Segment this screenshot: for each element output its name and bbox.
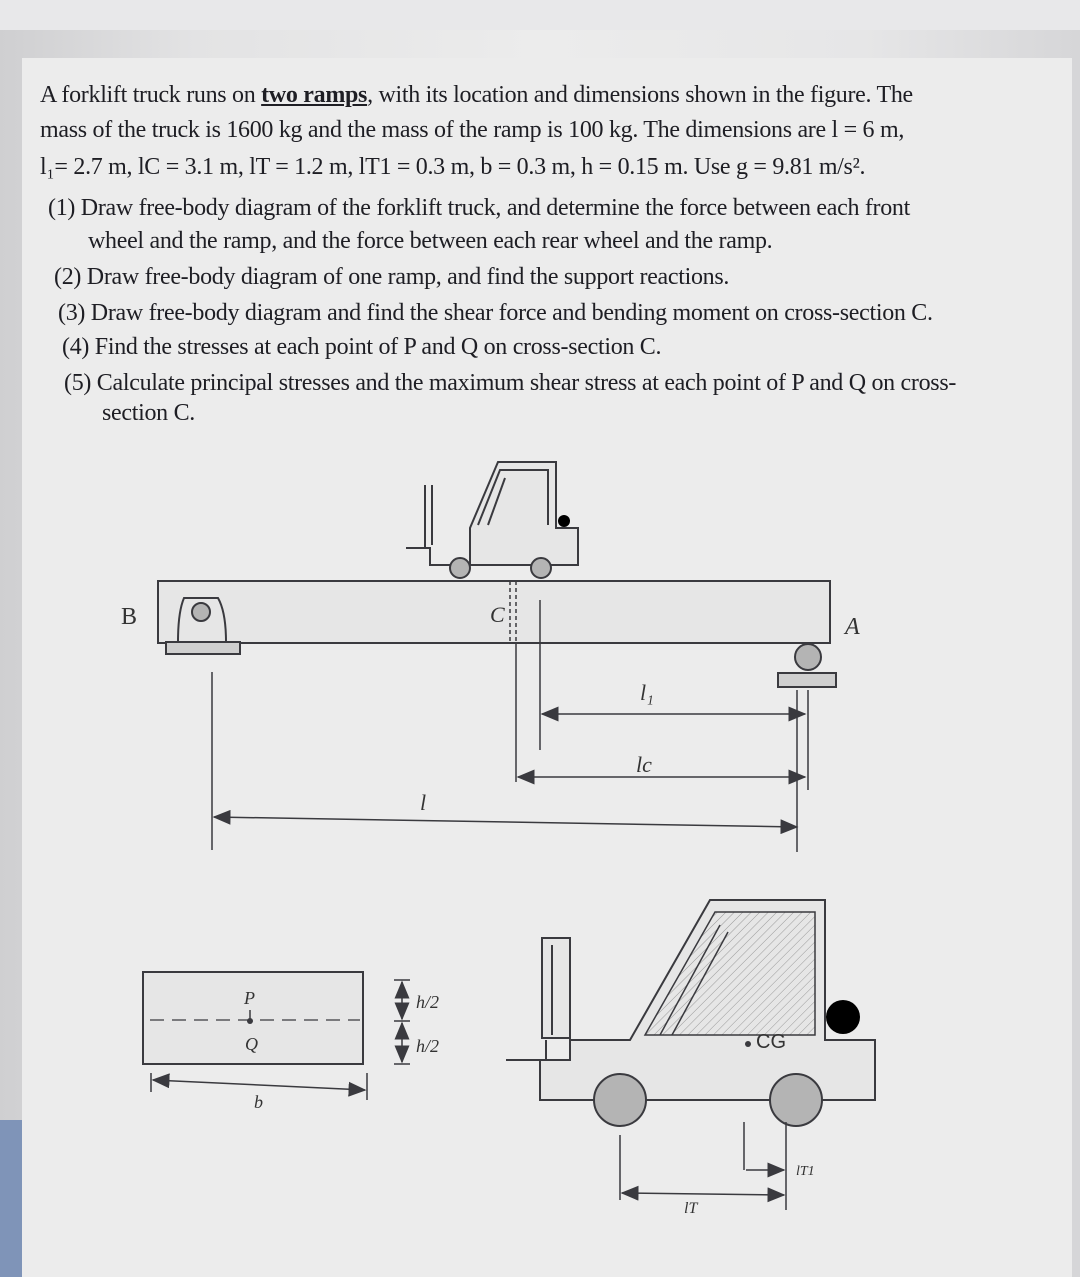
question-3: (3) Draw free-body diagram and find the shear force and bending moment on cross-section C.	[58, 300, 933, 326]
label-l: l	[420, 790, 427, 815]
small-cg-dot	[558, 515, 570, 527]
question-1b: wheel and the ramp, and the force between each rear wheel and the ramp.	[88, 228, 773, 254]
intro-emphasis: two ramps	[261, 82, 368, 108]
label-B: B	[121, 604, 138, 630]
label-CG: CG	[756, 1031, 786, 1053]
question-2: (2) Draw free-body diagram of one ramp, and find the support reactions.	[54, 264, 730, 290]
question-1a: (1) Draw free-body diagram of the forklift truck, and determine the force between each front	[48, 195, 910, 221]
label-P: P	[244, 988, 255, 1008]
problem-line-3: l₁= 2.7 m, lC = 3.1 m, lT = 1.2 m, lT1 = 0.3 m, b = 0.3 m, h = 0.15 m. Use g = 9.81 m/s².	[40, 154, 866, 180]
label-lT1: lT1	[796, 1164, 815, 1179]
question-5a: (5) Calculate principal stresses and the maximum shear stress at each point of P and Q on cross-	[64, 370, 957, 396]
dim-lT	[622, 1193, 784, 1195]
label-lT: lT	[684, 1200, 698, 1217]
intro-text: A forklift truck runs on	[40, 82, 262, 108]
label-b: b	[254, 1092, 263, 1112]
label-lc: lc	[636, 752, 652, 777]
dim-l	[214, 817, 797, 827]
support-A	[778, 644, 836, 687]
dim-b	[153, 1080, 365, 1090]
label-C: C	[490, 602, 505, 627]
cg-point	[745, 1041, 751, 1047]
large-forklift	[506, 900, 875, 1210]
intro-text-end: , with its location and dimensions shown in the figure. The	[367, 82, 913, 108]
label-h2-top: h/2	[416, 992, 440, 1012]
label-A: A	[845, 614, 860, 640]
label-h2-bottom: h/2	[416, 1036, 440, 1056]
question-5b: section C.	[102, 400, 195, 426]
label-l1: l₁	[640, 680, 654, 705]
small-forklift	[406, 462, 578, 578]
problem-line-2: mass of the truck is 1600 kg and the mass of the ramp is 100 kg. The dimensions are l = 6 m,	[40, 117, 905, 143]
label-Q: Q	[245, 1034, 258, 1054]
cross-section	[143, 972, 410, 1100]
question-4: (4) Find the stresses at each point of P and Q on cross-section C.	[62, 334, 662, 360]
large-cg-dot	[826, 1000, 860, 1034]
